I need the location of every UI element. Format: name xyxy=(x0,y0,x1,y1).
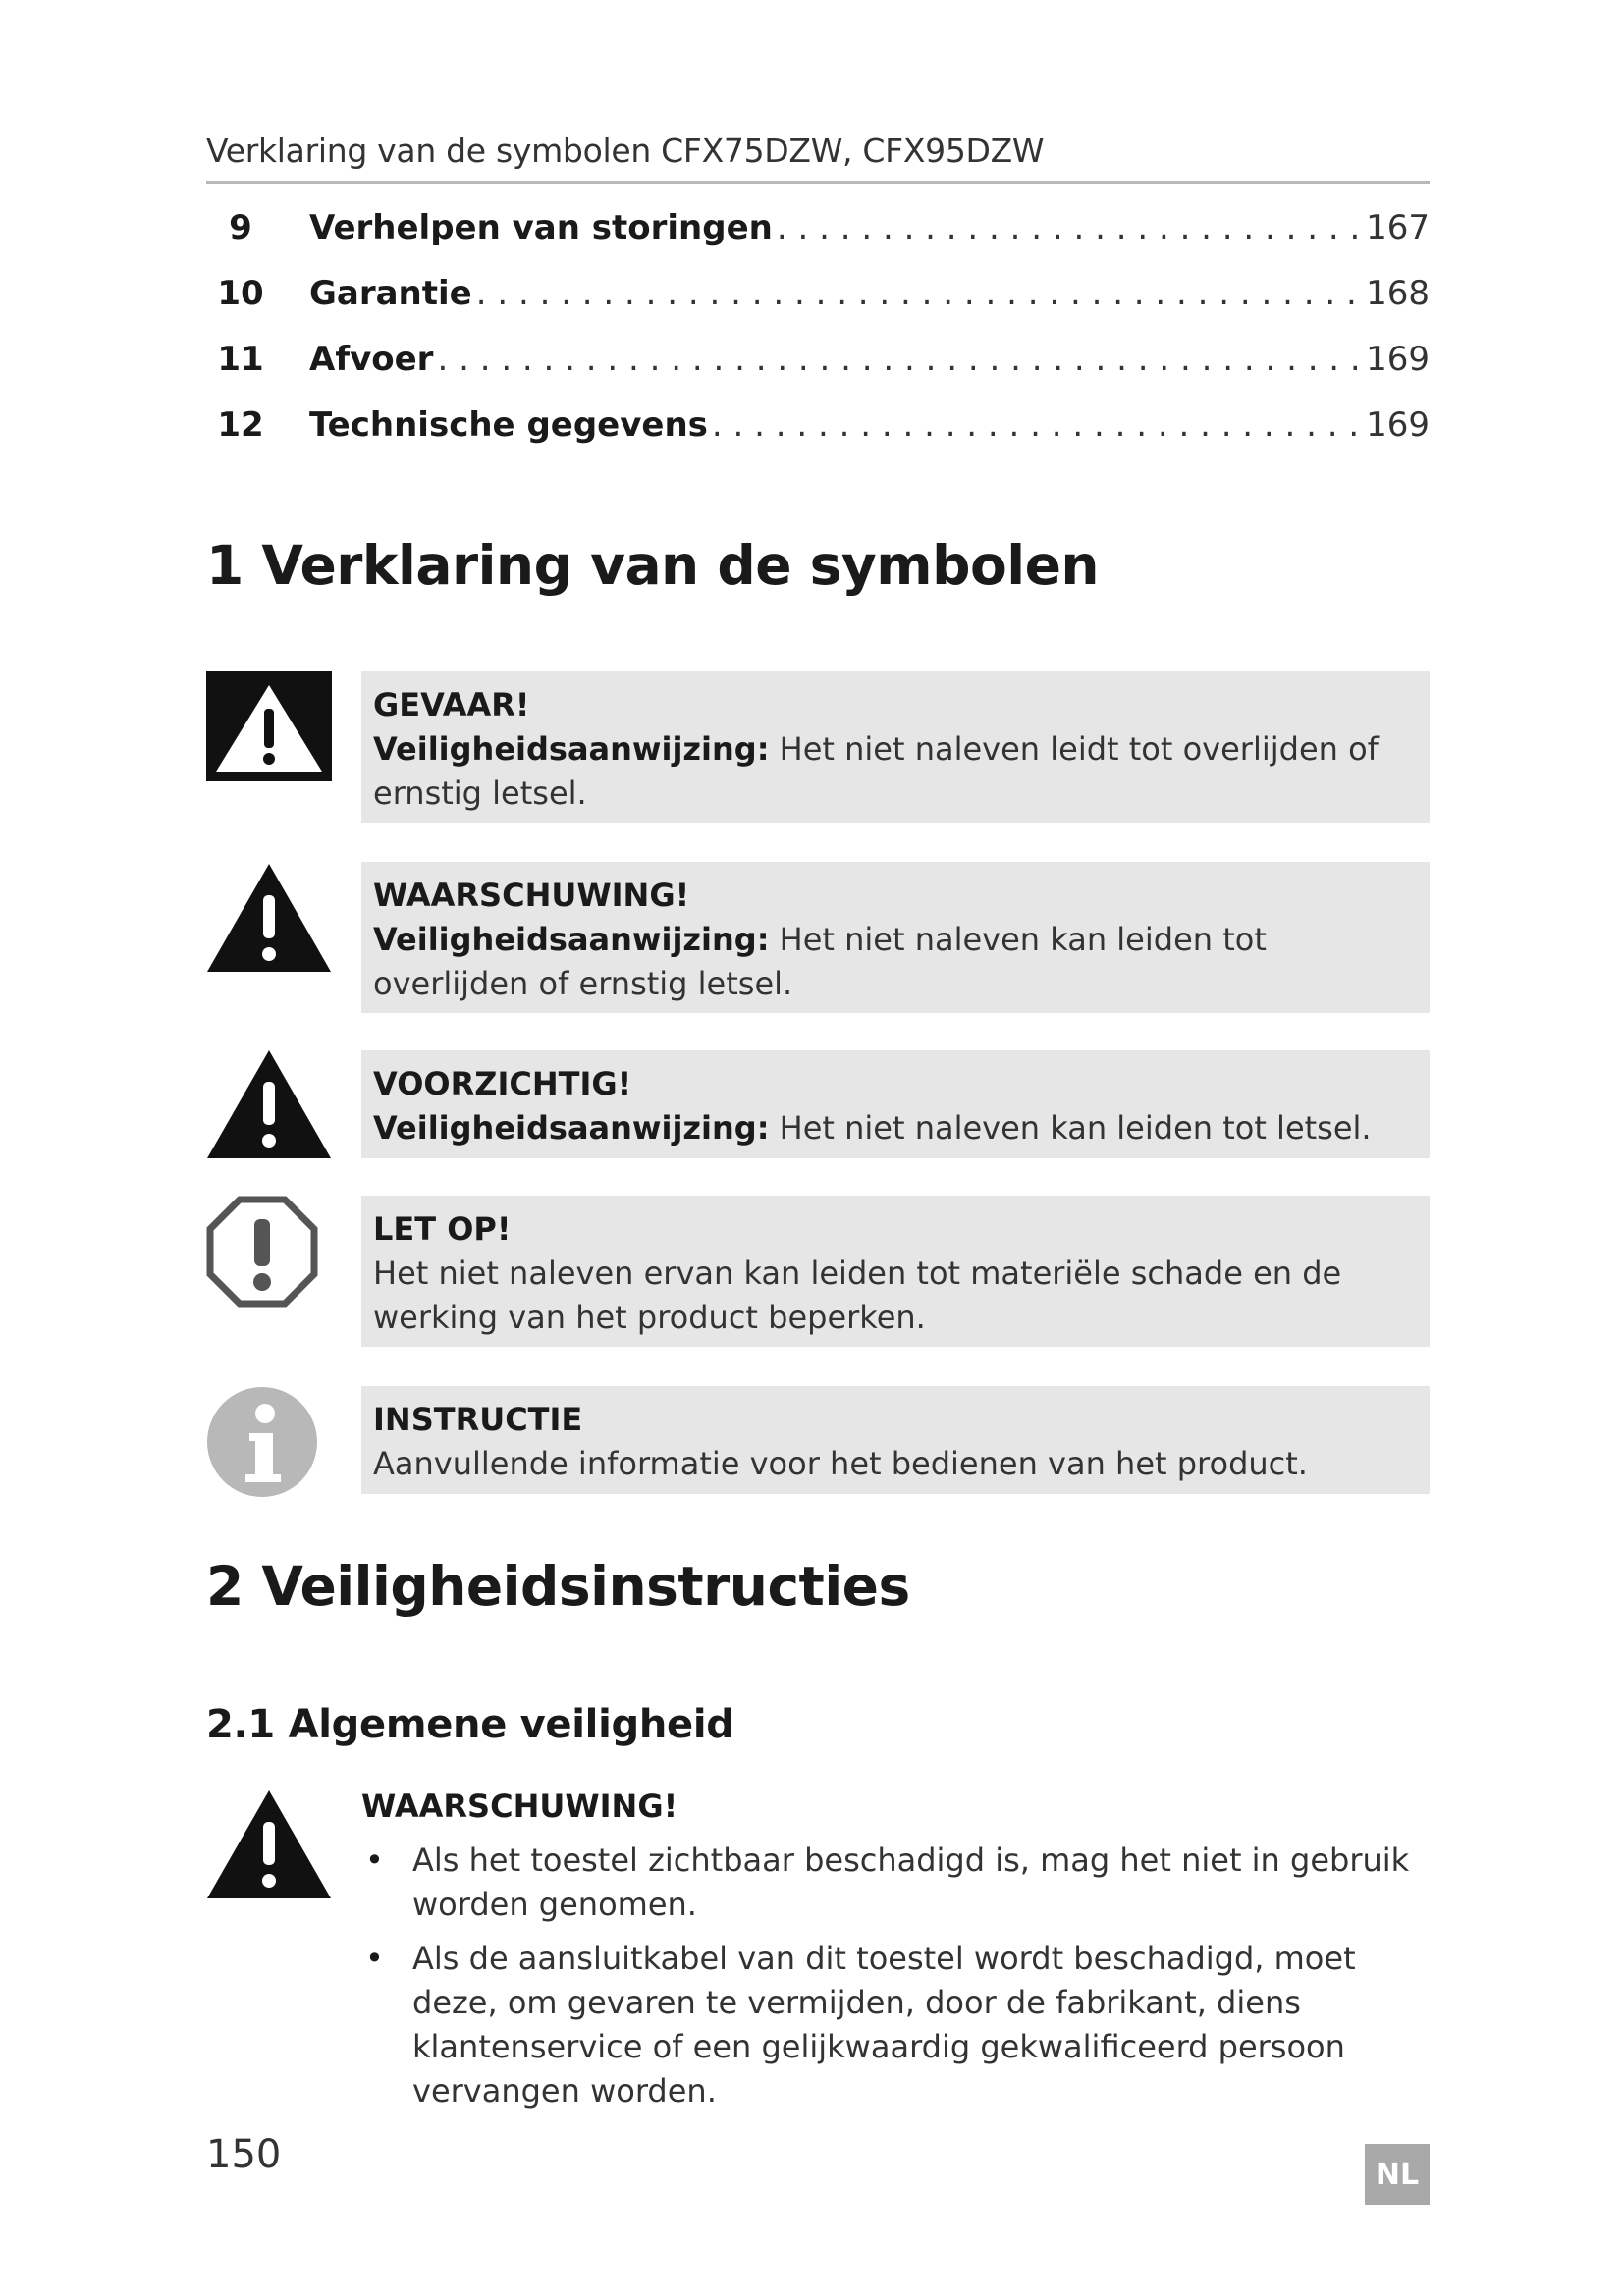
toc-title: Verhelpen van storingen xyxy=(309,208,773,247)
warning-triangle-icon xyxy=(206,1789,332,1900)
toc-number: 9 xyxy=(229,208,252,247)
caution-triangle-icon xyxy=(206,1048,332,1160)
notice-title: LET OP! xyxy=(373,1210,512,1248)
list-item: • Als het toestel zichtbaar beschadigd is, mag het niet in gebruik worden genomen. xyxy=(361,1839,1430,1927)
notice-text: Het niet naleven ervan kan leiden tot materiële schade en de werking van het product beperken. xyxy=(373,1255,1342,1336)
notice-text: Het niet naleven kan leiden tot overlijden of ernstig letsel. xyxy=(373,921,1267,1002)
notice-title: WAARSCHUWING! xyxy=(373,877,690,914)
toc-entry[interactable] xyxy=(206,274,1430,340)
notice-title: VOORZICHTIG! xyxy=(373,1065,632,1102)
notice-box xyxy=(361,1196,1430,1347)
toc-title: Garantie xyxy=(309,274,472,313)
toc-page: 169 xyxy=(1366,340,1430,379)
toc-number: 11 xyxy=(217,340,264,379)
toc-leader xyxy=(777,208,1362,247)
notice-text: Het niet naleven leidt tot overlijden of ernstig letsel. xyxy=(373,730,1379,812)
notice-text: Het niet naleven kan leiden tot letsel. xyxy=(769,1109,1372,1147)
table-of-contents xyxy=(206,208,1430,471)
general-safety-warning xyxy=(361,1785,1430,2123)
warning-title: WAARSCHUWING! xyxy=(361,1788,678,1825)
running-header: Verklaring van de symbolen CFX75DZW, CFX95DZW xyxy=(206,132,1045,170)
toc-title: Afvoer xyxy=(309,340,434,379)
notice-label: Veiligheidsaanwijzing: xyxy=(373,730,770,768)
toc-entry[interactable] xyxy=(206,208,1430,274)
language-badge: NL xyxy=(1365,2144,1430,2205)
safety-list xyxy=(361,1839,1430,2113)
notice-label: Veiligheidsaanwijzing: xyxy=(373,921,770,958)
info-icon xyxy=(206,1386,332,1498)
notice-octagon-icon xyxy=(206,1196,332,1308)
toc-leader xyxy=(437,340,1362,379)
notice-text: Aanvullende informatie voor het bedienen van het product. xyxy=(373,1445,1308,1482)
section-1-heading: 1 Verklaring van de symbolen xyxy=(206,534,1100,597)
section-2-heading: 2 Veiligheidsinstructies xyxy=(206,1555,910,1618)
notice-title: GEVAAR! xyxy=(373,686,530,723)
danger-warning-icon xyxy=(206,671,332,781)
toc-leader xyxy=(476,274,1362,313)
caution-notice xyxy=(361,1050,1430,1158)
instruction-notice xyxy=(361,1386,1430,1494)
page-number: 150 xyxy=(206,2132,282,2177)
header-rule xyxy=(206,181,1430,184)
toc-entry[interactable] xyxy=(206,340,1430,405)
warning-triangle-icon xyxy=(206,862,332,974)
danger-notice xyxy=(361,671,1430,823)
toc-title: Technische gegevens xyxy=(309,405,708,445)
toc-entry[interactable] xyxy=(206,405,1430,471)
toc-page: 167 xyxy=(1366,208,1430,247)
toc-page: 168 xyxy=(1366,274,1430,313)
notice-title: INSTRUCTIE xyxy=(373,1401,583,1438)
toc-leader xyxy=(712,405,1362,445)
toc-number: 10 xyxy=(217,274,264,313)
toc-number: 12 xyxy=(217,405,264,445)
list-item: • Als de aansluitkabel van dit toestel wordt beschadigd, moet deze, om gevaren te vermijden, door de fabrikant, diens klantenservice of een gelijkwaardig gekwalificeerd persoon vervangen worden. xyxy=(361,1937,1430,2113)
toc-page: 169 xyxy=(1366,405,1430,445)
section-2-1-heading: 2.1 Algemene veiligheid xyxy=(206,1702,734,1747)
warning-notice xyxy=(361,862,1430,1013)
notice-label: Veiligheidsaanwijzing: xyxy=(373,1109,770,1147)
